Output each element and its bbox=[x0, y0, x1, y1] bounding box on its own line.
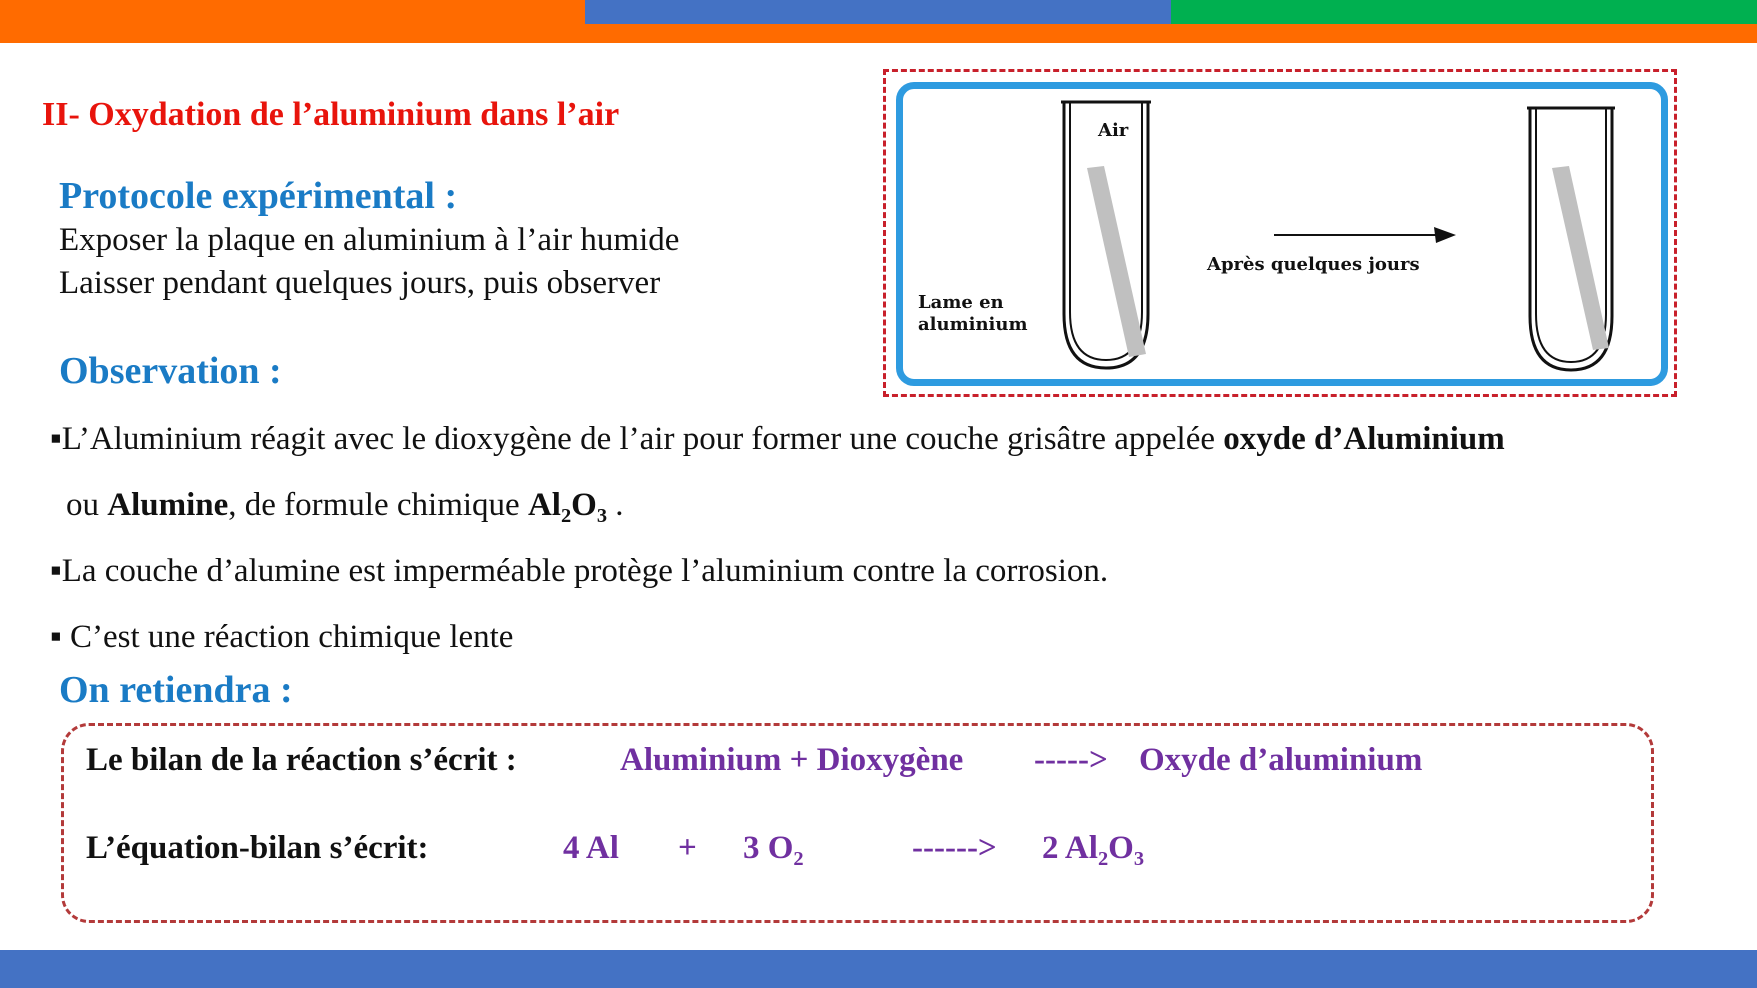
aluminium-plate-left bbox=[1087, 166, 1146, 357]
bilan-arrow: -----> bbox=[1034, 742, 1108, 778]
equation-plus: + bbox=[678, 830, 697, 866]
formula-o: O bbox=[571, 487, 597, 523]
bilan-product: Oxyde d’aluminium bbox=[1139, 742, 1423, 778]
bullet-1-text: ▪L’Aluminium réagit avec le dioxygène de l’air pour former une couche grisâtre appelée bbox=[50, 421, 1224, 457]
text-ou: ou bbox=[66, 487, 108, 523]
equation-product bbox=[1042, 830, 1145, 871]
bilan-label: Le bilan de la réaction s’écrit : bbox=[86, 742, 517, 778]
label-air: Air bbox=[1098, 120, 1129, 141]
text-formule: , de formule chimique bbox=[228, 487, 528, 523]
protocol-line-2: Laisser pendant quelques jours, puis observer bbox=[59, 265, 661, 301]
top-bar-orange-strip bbox=[585, 24, 1757, 43]
eq-o2-sub: 2 bbox=[793, 848, 804, 871]
eq-prod-coef: 2 Al bbox=[1042, 830, 1098, 866]
arrow-head bbox=[1434, 227, 1456, 243]
bullet-1-bold: oxyde d’Aluminium bbox=[1223, 421, 1505, 457]
observation-bullet-1-continued bbox=[66, 487, 624, 528]
eq-prod-sub1: 2 bbox=[1097, 848, 1109, 871]
equation-al: 4 Al bbox=[563, 830, 619, 866]
experiment-illustration bbox=[896, 82, 1668, 386]
observation-bullet-3: ▪ C’est une réaction chimique lente bbox=[50, 619, 514, 655]
observation-bullet-1 bbox=[50, 421, 1505, 458]
formula-o-sub: 3 bbox=[596, 505, 608, 528]
eq-o2-coef: 3 O bbox=[743, 830, 794, 866]
aluminium-plate-right bbox=[1552, 166, 1609, 350]
formula-al2o3 bbox=[527, 487, 608, 528]
equation-label: L’équation-bilan s’écrit: bbox=[86, 830, 429, 866]
text-alumine: Alumine bbox=[107, 487, 229, 523]
top-bar-green bbox=[1171, 0, 1757, 24]
equation-o2 bbox=[743, 830, 804, 871]
protocol-heading: Protocole expérimental : bbox=[59, 175, 458, 217]
eq-prod-sub2: 3 bbox=[1133, 848, 1145, 871]
top-bar-orange bbox=[0, 0, 585, 43]
observation-heading: Observation : bbox=[59, 350, 282, 392]
text-period: . bbox=[607, 487, 624, 523]
page-title: II- Oxydation de l’aluminium dans l’air bbox=[42, 96, 620, 133]
label-lame-line1: Lame en bbox=[918, 292, 1004, 313]
bottom-bar bbox=[0, 950, 1757, 988]
top-bar-blue bbox=[585, 0, 1171, 24]
eq-prod-o: O bbox=[1108, 830, 1134, 866]
observation-bullet-2: ▪La couche d’alumine est imperméable protège l’aluminium contre la corrosion. bbox=[50, 553, 1109, 589]
formula-al: Al bbox=[527, 487, 561, 523]
formula-al-sub: 2 bbox=[560, 505, 572, 528]
label-lame-line2: aluminium bbox=[918, 314, 1028, 335]
summary-heading: On retiendra : bbox=[59, 669, 293, 711]
bilan-reactants: Aluminium + Dioxygène bbox=[620, 742, 964, 778]
label-arrow: Après quelques jours bbox=[1207, 254, 1420, 275]
equation-arrow: ------> bbox=[912, 830, 997, 866]
protocol-line-1: Exposer la plaque en aluminium à l’air humide bbox=[59, 222, 680, 258]
